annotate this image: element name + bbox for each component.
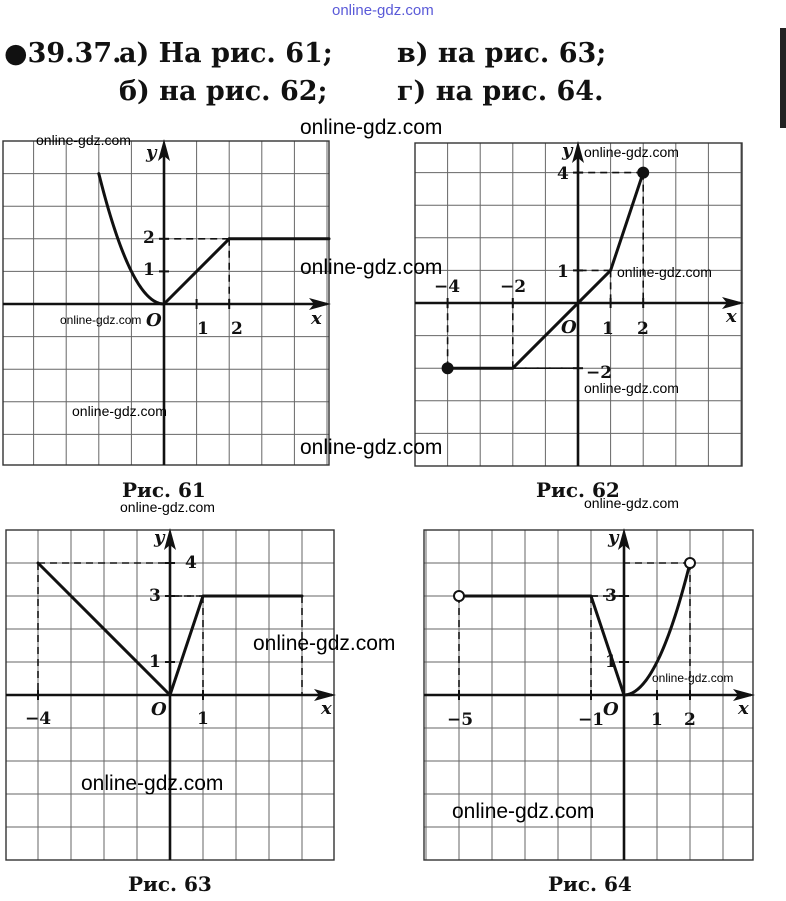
task-part-g: г) на рис. 64. bbox=[397, 76, 604, 107]
x-tick-label: −4 bbox=[434, 277, 461, 297]
y-axis-label: y bbox=[562, 140, 573, 161]
watermark: online-gdz.com bbox=[60, 313, 142, 327]
x-axis-label: x bbox=[311, 308, 322, 329]
x-tick-label: 2 bbox=[637, 319, 649, 339]
y-tick-label: 1 bbox=[557, 262, 569, 282]
watermark: online-gdz.com bbox=[36, 132, 131, 148]
y-axis-label: y bbox=[154, 527, 165, 548]
task-part-b: б) на рис. 62; bbox=[119, 76, 328, 107]
watermark: online-gdz.com bbox=[253, 632, 396, 655]
x-tick-label: 1 bbox=[197, 709, 209, 729]
x-tick-label: −5 bbox=[447, 710, 474, 730]
watermark: online-gdz.com bbox=[584, 380, 679, 396]
watermark-top: online-gdz.com bbox=[332, 2, 434, 19]
x-axis-label: x bbox=[738, 698, 749, 719]
watermark: online-gdz.com bbox=[584, 144, 679, 160]
x-axis-label: x bbox=[321, 698, 332, 719]
watermark: online-gdz.com bbox=[652, 671, 734, 685]
caption-fig-64: Рис. 64 bbox=[548, 872, 632, 896]
open-endpoint bbox=[454, 591, 464, 601]
figure-63-graph bbox=[3, 528, 338, 863]
filled-endpoint bbox=[638, 168, 648, 178]
task-number-bullet: ●39.37. bbox=[4, 38, 122, 69]
y-axis-label: y bbox=[608, 527, 619, 548]
task-number: 39.37. bbox=[27, 38, 122, 69]
y-tick-label: 1 bbox=[143, 260, 155, 280]
watermark: online-gdz.com bbox=[72, 403, 167, 419]
x-tick-label: −2 bbox=[500, 277, 527, 297]
x-tick-label: 1 bbox=[197, 319, 209, 339]
page-edge-bar bbox=[780, 28, 786, 128]
function-graph-polyline bbox=[459, 596, 624, 695]
origin-label: O bbox=[561, 317, 577, 338]
watermark: online-gdz.com bbox=[300, 116, 443, 139]
y-tick-label: 4 bbox=[557, 164, 569, 184]
caption-fig-62: Рис. 62 bbox=[536, 478, 620, 502]
x-axis-label: x bbox=[726, 306, 737, 327]
y-tick-label: 2 bbox=[143, 228, 155, 248]
origin-label: O bbox=[146, 310, 162, 331]
watermark: online-gdz.com bbox=[120, 499, 215, 515]
y-tick-label: 1 bbox=[605, 652, 617, 672]
y-tick-label: −2 bbox=[586, 363, 613, 383]
x-tick-label: 2 bbox=[684, 710, 696, 730]
figure-61-graph bbox=[0, 138, 335, 468]
x-tick-label: −1 bbox=[578, 710, 605, 730]
y-tick-label: 3 bbox=[605, 586, 617, 606]
caption-fig-63: Рис. 63 bbox=[128, 872, 212, 896]
x-tick-label: −4 bbox=[25, 709, 52, 729]
y-tick-label: 4 bbox=[185, 553, 197, 573]
watermark: online-gdz.com bbox=[617, 264, 712, 280]
origin-label: O bbox=[603, 699, 619, 720]
watermark: online-gdz.com bbox=[81, 772, 224, 795]
watermark: online-gdz.com bbox=[300, 256, 443, 279]
watermark: online-gdz.com bbox=[584, 495, 679, 511]
y-axis-label: y bbox=[146, 142, 157, 163]
origin-label: O bbox=[151, 699, 167, 720]
x-tick-label: 1 bbox=[651, 710, 663, 730]
watermark: online-gdz.com bbox=[300, 436, 443, 459]
filled-endpoint bbox=[443, 363, 453, 373]
y-tick-label: 1 bbox=[149, 652, 161, 672]
open-endpoint bbox=[685, 558, 695, 568]
caption-fig-61: Рис. 61 bbox=[122, 478, 206, 502]
figure-62-graph bbox=[410, 138, 745, 468]
watermark: online-gdz.com bbox=[452, 800, 595, 823]
y-tick-label: 3 bbox=[149, 586, 161, 606]
x-tick-label: 1 bbox=[602, 319, 614, 339]
task-part-a: а) На рис. 61; bbox=[119, 38, 333, 69]
task-part-v: в) на рис. 63; bbox=[397, 38, 607, 69]
x-tick-label: 2 bbox=[231, 319, 243, 339]
